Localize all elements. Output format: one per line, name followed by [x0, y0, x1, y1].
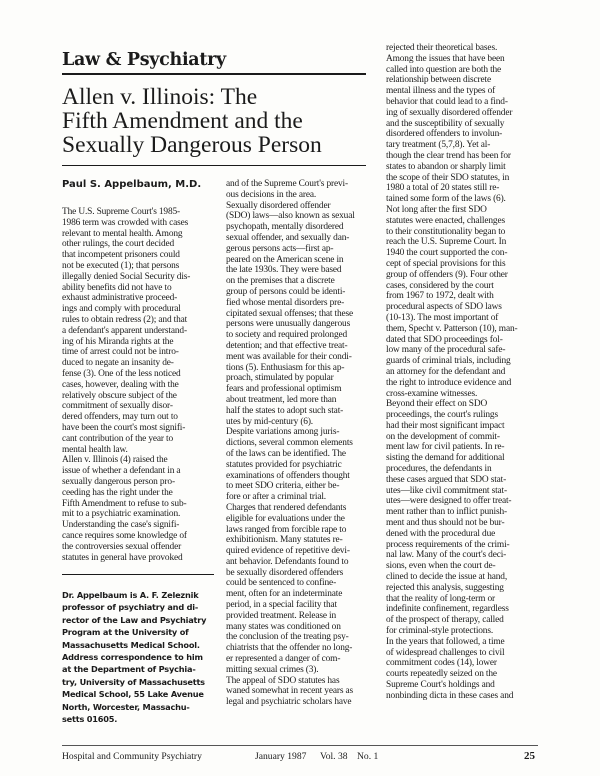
body-text-line: on the development of commit- — [386, 431, 500, 442]
body-text-line: process requirements of the crimi- — [386, 539, 510, 550]
body-text-line: an attorney for the defendant and — [386, 366, 506, 377]
body-text-line: Beyond their effect on SDO — [386, 399, 488, 410]
body-text-line: issue of whether a defendant in a — [62, 466, 181, 477]
body-text-line: of the laws can be identified. The — [226, 448, 346, 459]
body-text-line: the scope of their SDO statutes, in — [386, 172, 510, 183]
body-text-line: illegally denied Social Security dis- — [62, 271, 191, 282]
body-text-line: reach the U.S. Supreme Court. In — [386, 237, 507, 248]
body-text-line: to meet SDO criteria, either be- — [226, 481, 340, 492]
body-text-line: though the clear trend has been for — [386, 150, 511, 161]
article-title — [62, 85, 382, 157]
body-text-line: on the premises that a discrete — [226, 276, 335, 287]
body-text-line: dened with the procedural due — [386, 528, 496, 539]
body-text-line: other rulings, the court decided — [62, 239, 175, 250]
body-text-line: clined to decide the issue at hand, — [386, 572, 508, 583]
body-text-line: for criminal-style protections. — [386, 626, 494, 637]
body-text-line: rejected this analysis, suggesting — [386, 582, 504, 593]
body-text-line: group of offenders (9). Four other — [386, 269, 508, 280]
body-text-line: states to abandon or sharply limit — [386, 161, 506, 172]
body-text-line: the late 1930s. They were based — [226, 265, 342, 276]
author-note-line: Dr. Appelbaum is A. F. Zeleznik — [62, 590, 199, 600]
body-text-line: the right to introduce evidence and — [386, 377, 512, 388]
footer-date: January 1987 — [255, 751, 307, 762]
body-text-line: have been the court's most signifi- — [62, 422, 186, 433]
body-text-line: fied whose mental disorders pre- — [226, 297, 345, 308]
body-text-line: The U.S. Supreme Court's 1985- — [62, 207, 181, 217]
author-note-line: rector of the Law and Psychiatry — [62, 614, 207, 625]
body-text-line: these cases argued that SDO stat- — [386, 474, 507, 485]
body-text-line: sexual offender, and sexually dan- — [226, 232, 350, 243]
body-text-line: In the years that followed, a time — [386, 636, 505, 647]
column-1 — [62, 207, 215, 563]
body-text-line: proach, stimulated by popular — [226, 373, 334, 384]
body-text-line: from 1967 to 1972, dealt with — [386, 291, 494, 302]
body-text-line: exhibitionism. Many statutes re- — [226, 535, 343, 546]
body-text-line: ment, often for an indeterminate — [226, 589, 343, 600]
body-text-line: Sexually disordered offender — [226, 200, 331, 211]
body-text-line: eligible for evaluations under the — [226, 513, 345, 524]
body-text-line: Fifth Amendment to refuse to sub- — [62, 498, 187, 509]
body-text-line: cipitated sexual offenses; that these — [226, 308, 354, 319]
body-text-line: statutes in general have provoked — [62, 552, 183, 563]
body-text-line: of widespread challenges to civil — [386, 647, 505, 658]
body-text-line: er represented a danger of com- — [226, 654, 341, 665]
body-text-line: a defendant's apparent understand- — [62, 325, 187, 336]
body-text-line: rejected their theoretical bases. — [386, 43, 498, 53]
body-text-line: laws ranged from forcible rape to — [226, 524, 347, 535]
body-text-line: fears and professional optimism — [226, 384, 342, 395]
body-text-line: courts repeatedly seized on the — [386, 669, 497, 680]
body-text-line: behavior that could lead to a find- — [386, 96, 508, 107]
body-text-line: Among the issues that have been — [386, 53, 505, 64]
body-text-line: cant contribution of the year to — [62, 433, 174, 444]
body-text-line: and the susceptibility of sexually — [386, 118, 505, 129]
body-text-line: cept of special provisions for this — [386, 258, 506, 269]
column-3 — [386, 43, 538, 702]
body-text-line: not be executed (1); that persons — [62, 260, 180, 271]
body-text-line: (10-13). The most important of — [386, 312, 499, 323]
body-text-line: called into question are both the — [386, 64, 502, 75]
body-text-line: could be sentenced to confine- — [226, 578, 337, 589]
author-note-line: at the Department of Psychia- — [62, 664, 196, 675]
body-text-line: relevant to mental health. Among — [62, 228, 183, 239]
author-note-line: try, University of Massachusetts — [62, 676, 205, 687]
body-text-line: proceedings, the court's rulings — [386, 410, 498, 421]
body-text-line: to society and required prolonged — [226, 330, 348, 341]
body-text-line: tained some form of the laws (6). — [386, 194, 506, 205]
body-text-line: procedural aspects of SDO laws — [386, 302, 502, 313]
author-note-line: Medical School, 55 Lake Avenue — [62, 689, 204, 700]
body-text-line: chiatrists that the offender no long- — [226, 643, 353, 654]
body-text-line: dered offenders, may turn out to — [62, 412, 178, 423]
title-line: Allen v. Illinois: The — [62, 84, 258, 110]
body-text-line: fense (3). One of the less noticed — [62, 368, 181, 379]
body-text-line: peared on the American scene in — [226, 254, 344, 265]
body-text-line: Allen v. Illinois (4) raised the — [62, 455, 168, 466]
body-text-line: Despite variations among juris- — [226, 427, 340, 438]
body-text-line: group of persons could be identi- — [226, 286, 346, 297]
body-text-line: dictions, several common elements — [226, 438, 353, 449]
body-text-line: utes—like civil commitment stat- — [386, 485, 507, 496]
body-text-line: had their most significant impact — [386, 420, 505, 431]
body-text-line: nal law. Many of the court's deci- — [386, 550, 507, 561]
body-text-line: ing of sexually disordered offender — [386, 107, 513, 118]
author-note — [62, 589, 218, 725]
title-line: Sexually Dangerous Person — [62, 132, 322, 158]
body-text-line: 1980 a total of 20 states still re- — [386, 183, 500, 194]
body-text-line: indefinite confinement, regardless — [386, 604, 509, 615]
footer-journal: Hospital and Community Psychiatry — [62, 751, 202, 762]
body-text-line: duced to negate an insanity de- — [62, 358, 174, 369]
body-text-line: ant behavior. Defendants found to — [226, 556, 349, 567]
body-text-line: tions (5). Enthusiasm for this ap- — [226, 362, 345, 373]
body-text-line: sexually dangerous person pro- — [62, 476, 175, 487]
body-text-line: tary treatment (5,7,8). Yet al- — [386, 140, 491, 151]
body-text-line: (SDO) laws—also known as sexual — [226, 211, 355, 222]
author-note-line: Program at the University of — [62, 627, 189, 638]
body-text-line: ceeding has the right under the — [62, 487, 173, 498]
body-text-line: statutes provided for psychiatric — [226, 459, 342, 470]
body-text-line: ability benefits did not have to — [62, 282, 172, 293]
body-text-line: low many of the procedural safe- — [386, 345, 506, 356]
body-text-line: time of arrest could not be intro- — [62, 347, 179, 358]
body-text-line: the conclusion of the treating psy- — [226, 632, 349, 643]
body-text-line: persons were unusually dangerous — [226, 319, 351, 330]
body-text-line: sisting the demand for additional — [386, 453, 505, 464]
body-text-line: ment rather than to inflict punish- — [386, 507, 508, 518]
section-rule — [62, 73, 366, 75]
body-text-line: and of the Supreme Court's previ- — [226, 179, 348, 189]
author-note-line: North, Worcester, Massachu- — [62, 701, 190, 712]
footer-rule — [62, 745, 538, 746]
body-text-line: cance requires some knowledge of — [62, 530, 187, 541]
body-text-line: cross-examine witnesses. — [386, 388, 478, 399]
body-text-line: fore or after a criminal trial. — [226, 492, 326, 503]
footer-number: No. 1 — [357, 751, 379, 762]
title-rule — [62, 165, 366, 166]
body-text-line: mental illness and the types of — [386, 86, 496, 97]
body-text-line: of the prospect of therapy, called — [386, 615, 504, 626]
body-text-line: that incompetent prisoners could — [62, 250, 180, 261]
body-text-line: mit to a psychiatric examination. — [62, 509, 181, 520]
author-note-line: setts 01605. — [62, 714, 118, 725]
body-text-line: legal and psychiatric scholars have — [226, 697, 352, 708]
body-text-line: ing of his Miranda rights at the — [62, 336, 174, 347]
body-text-line: commitment codes (14), lower — [386, 658, 497, 669]
title-line: Fifth Amendment and the — [62, 108, 303, 134]
body-text-line: Not long after the first SDO — [386, 204, 487, 215]
body-text-line: provided treatment. Release in — [226, 610, 337, 621]
body-text-line: ous decisions in the area. — [226, 189, 317, 200]
column-2 — [226, 179, 371, 708]
body-text-line: the controversies sexual offender — [62, 541, 182, 552]
author-byline: Paul S. Appelbaum, M.D. — [62, 179, 202, 190]
body-text-line: disordered offenders to involun- — [386, 129, 503, 140]
body-text-line: be sexually disordered offenders — [226, 567, 344, 578]
author-note-line: Massachusetts Medical School. — [62, 639, 200, 650]
body-text-line: period, in a special facility that — [226, 600, 338, 611]
body-text-line: dated that SDO proceedings fol- — [386, 334, 503, 345]
body-text-line: half the states to adopt such stat- — [226, 405, 344, 416]
body-text-line: statutes were enacted, challenges — [386, 215, 505, 226]
footer-volume: Vol. 38 — [320, 751, 348, 762]
body-text-line: them, Specht v. Patterson (10), man- — [386, 323, 518, 334]
body-text-line: relatively obscure subject of the — [62, 390, 177, 401]
body-text-line: waned somewhat in recent years as — [226, 686, 354, 697]
body-text-line: nonbinding dicta in these cases and — [386, 690, 514, 701]
body-text-line: to their constitutionality began to — [386, 226, 506, 237]
author-note-rule — [62, 574, 214, 575]
body-text-line: commitment of sexually disor- — [62, 401, 173, 412]
body-text-line: that the reality of long-term or — [386, 593, 495, 604]
body-text-line: cases, however, dealing with the — [62, 379, 179, 390]
body-text-line: psychopath, mentally disordered — [226, 222, 344, 233]
section-heading: Law & Psychiatry — [62, 50, 226, 70]
body-text-line: 1986 term was crowded with cases — [62, 217, 189, 228]
body-text-line: relationship between discrete — [386, 75, 491, 86]
body-text-line: guards of criminal trials, including — [386, 356, 511, 367]
body-text-line: mitting sexual crimes (3). — [226, 664, 319, 675]
body-text-line: ings and comply with procedural — [62, 304, 181, 315]
body-text-line: procedures, the defendants in — [386, 464, 492, 475]
body-text-line: Charges that rendered defendants — [226, 502, 347, 513]
body-text-line: exhaust administrative proceed- — [62, 293, 178, 304]
body-text-line: ment and thus should not be bur- — [386, 518, 505, 529]
author-note-line: Address correspondence to him — [62, 652, 203, 663]
body-text-line: examinations of offenders thought — [226, 470, 350, 481]
body-text-line: cases, considered by the court — [386, 280, 494, 291]
body-text-line: The appeal of SDO statutes has — [226, 675, 340, 686]
body-text-line: ment was available for their condi- — [226, 351, 352, 362]
body-text-line: about treatment, led more than — [226, 394, 337, 405]
body-text-line: utes by mid-century (6). — [226, 416, 314, 427]
body-text-line: many states was conditioned on — [226, 621, 341, 632]
body-text-line: quired evidence of repetitive devi- — [226, 546, 350, 557]
body-text-line: ment law for civil patients. In re- — [386, 442, 505, 453]
body-text-line: detention; and that effective treat- — [226, 340, 348, 351]
body-text-line: mental health law. — [62, 444, 128, 455]
body-text-line: utes—were designed to offer treat- — [386, 496, 512, 507]
body-text-line: gerous persons acts—first ap- — [226, 243, 334, 254]
body-text-line: rules to obtain redress (2); and that — [62, 314, 188, 325]
body-text-line: Understanding the case's signifi- — [62, 520, 180, 531]
body-text-line: sions, even when the court de- — [386, 561, 496, 572]
body-text-line: 1940 the court supported the con- — [386, 248, 508, 259]
author-note-line: professor of psychiatry and di- — [62, 602, 199, 613]
page-number: 25 — [524, 750, 535, 762]
body-text-line: Supreme Court's holdings and — [386, 680, 495, 691]
